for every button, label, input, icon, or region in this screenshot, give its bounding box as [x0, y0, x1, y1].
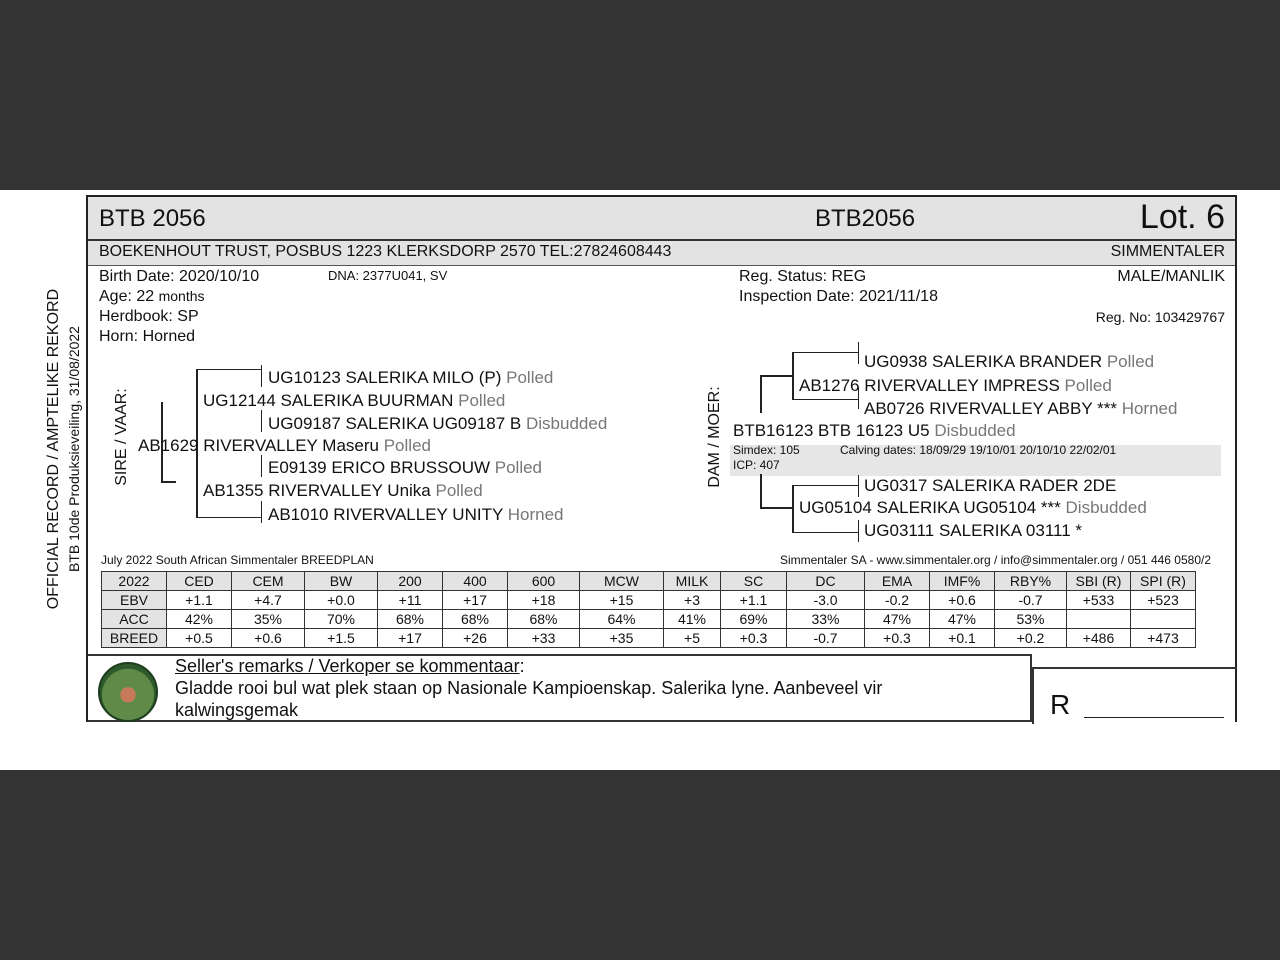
table-cell: -0.7 — [787, 629, 865, 648]
lot-number: Lot. 6 — [1139, 198, 1225, 236]
pedigree-name: UG05104 SALERIKA UG05104 *** — [799, 498, 1061, 517]
remarks-line-1: Gladde rooi bul wat plek staan op Nasionale Kampioenskap. Salerika lyne. Aanbeveel vir — [175, 678, 883, 698]
breedplan-source: July 2022 South African Simmentaler BREEDPLAN — [101, 553, 374, 567]
table-row — [102, 591, 1196, 610]
age — [99, 288, 205, 306]
table-cell: 47% — [930, 610, 995, 629]
table-header-cell: MILK — [664, 572, 721, 591]
reg-number: Reg. No: 103429767 — [1095, 309, 1225, 325]
reg-status: Reg. Status: REG — [739, 268, 867, 285]
simdex: Simdex: 105 — [733, 443, 800, 457]
pedigree-sire — [203, 391, 505, 411]
pedigree-dam — [203, 481, 483, 501]
horn-status: Horn: Horned — [99, 328, 196, 345]
table-cell: BREED — [102, 629, 167, 648]
pedigree-sire-dam — [268, 414, 607, 434]
table-header-cell: CED — [167, 572, 232, 591]
price-symbol: R — [1050, 689, 1071, 720]
auction-text: BTB 10de Produksieveiling, 31/08/2022 — [66, 326, 82, 572]
table-cell: +0.1 — [930, 629, 995, 648]
table-header-row — [102, 572, 1196, 591]
pedigree-horn: Polled — [1064, 376, 1112, 395]
table-cell: +18 — [508, 591, 580, 610]
breed-name: SIMMENTALER — [1110, 243, 1225, 260]
table-cell: +1.1 — [721, 591, 787, 610]
table-cell: +0.3 — [721, 629, 787, 648]
breeder-address: BOEKENHOUT TRUST, POSBUS 1223 KLERKSDORP 2570 TEL:27824608443 — [99, 243, 672, 260]
table-cell: +5 — [664, 629, 721, 648]
pedigree-name: AB0726 RIVERVALLEY ABBY *** — [864, 399, 1117, 418]
table-cell: 70% — [305, 610, 378, 629]
table-cell: -3.0 — [787, 591, 865, 610]
simmentaler-logo — [98, 662, 158, 722]
pedigree-horn: Polled — [458, 391, 506, 410]
dam-pedigree-dam-sire — [864, 476, 1116, 496]
table-cell: ACC — [102, 610, 167, 629]
breeder-bar — [88, 241, 1235, 266]
ebv-table — [101, 571, 1196, 648]
table-header-cell: 600 — [508, 572, 580, 591]
pedigree-horn: Polled — [435, 481, 483, 500]
table-cell: +15 — [580, 591, 664, 610]
pedigree-name: BTB16123 BTB 16123 U5 — [733, 421, 930, 440]
table-cell: 33% — [787, 610, 865, 629]
table-header-cell: SPI (R) — [1131, 572, 1196, 591]
table-cell: +0.6 — [930, 591, 995, 610]
remarks-heading — [175, 656, 525, 677]
title-bar — [88, 197, 1235, 241]
pedigree-name: UG0317 SALERIKA RADER 2DE — [864, 476, 1117, 495]
table-row — [102, 629, 1196, 648]
pedigree-dam-sire — [268, 458, 542, 478]
table-cell: +3 — [664, 591, 721, 610]
table-cell: 47% — [865, 610, 930, 629]
table-header-cell: BW — [305, 572, 378, 591]
pedigree-horn: Disbudded — [934, 421, 1016, 440]
dna: DNA: 2377U041, SV — [328, 268, 448, 283]
price-line — [1084, 717, 1224, 718]
pedigree-name: UG12144 SALERIKA BUURMAN — [203, 391, 454, 410]
table-cell: +0.0 — [305, 591, 378, 610]
table-header-cell: 200 — [378, 572, 443, 591]
dam-pedigree-dam — [799, 498, 1147, 518]
table-cell: +33 — [508, 629, 580, 648]
pedigree-horn: Polled — [494, 458, 543, 477]
table-cell: +11 — [378, 591, 443, 610]
official-record-text: OFFICIAL RECORD / AMPTELIKE REKORD — [45, 288, 62, 610]
table-cell: -0.7 — [995, 591, 1067, 610]
table-cell: 68% — [378, 610, 443, 629]
table-cell: +17 — [443, 591, 508, 610]
pedigree-name: AB1010 RIVERVALLEY UNITY — [268, 505, 503, 524]
pedigree-horn: Polled — [1106, 352, 1155, 371]
table-cell: +0.5 — [167, 629, 232, 648]
pedigree-name: AB1276 RIVERVALLEY IMPRESS — [799, 376, 1060, 395]
pedigree-name: AB1629 RIVERVALLEY Maseru — [138, 436, 379, 455]
table-cell: 53% — [995, 610, 1067, 629]
animal-name: BTB 2056 — [99, 205, 206, 232]
table-cell: +1.1 — [167, 591, 232, 610]
pedigree-dam-dam — [268, 505, 563, 525]
table-cell: +0.2 — [995, 629, 1067, 648]
herdbook: Herdbook: SP — [99, 308, 199, 325]
age-unit: months — [158, 288, 205, 304]
table-header-cell: CEM — [232, 572, 305, 591]
dam-pedigree-main — [733, 421, 1016, 441]
table-cell: +35 — [580, 629, 664, 648]
seller-remarks — [88, 654, 1032, 722]
table-header-cell: SBI (R) — [1067, 572, 1131, 591]
table-cell: 42% — [167, 610, 232, 629]
table-cell: 64% — [580, 610, 664, 629]
sire-label: SIRE / VAAR: — [113, 388, 130, 486]
table-cell: +0.6 — [232, 629, 305, 648]
table-cell: +523 — [1131, 591, 1196, 610]
pedigree-name: UG03111 SALERIKA 03111 * — [864, 521, 1082, 540]
table-header-cell: 2022 — [102, 572, 167, 591]
birth-date: Birth Date: 2020/10/10 — [99, 268, 260, 285]
remarks-colon: : — [519, 656, 525, 676]
pedigree-horn: Disbudded — [1065, 498, 1147, 517]
table-header-cell: 400 — [443, 572, 508, 591]
pedigree-horn: Polled — [383, 436, 431, 455]
pedigree-name: UG09187 SALERIKA UG09187 B — [268, 414, 522, 433]
pedigree-horn: Polled — [506, 368, 554, 387]
pedigree-horn: Disbudded — [526, 414, 608, 433]
age-value: Age: 22 — [99, 288, 155, 305]
pedigree-name: UG0938 SALERIKA BRANDER — [864, 352, 1103, 371]
table-header-cell: RBY% — [995, 572, 1067, 591]
table-cell: +1.5 — [305, 629, 378, 648]
remarks-line-2: kalwingsgemak — [175, 700, 299, 720]
dam-pedigree-dam-dam — [864, 521, 1082, 541]
table-cell — [1131, 610, 1196, 629]
breedplan-contact: Simmentaler SA - www.simmentaler.org / info@simmentaler.org / 051 446 0580/2 — [779, 553, 1211, 567]
table-header-cell: DC — [787, 572, 865, 591]
table-cell: 69% — [721, 610, 787, 629]
table-cell: +26 — [443, 629, 508, 648]
table-cell: +533 — [1067, 591, 1131, 610]
table-cell: +0.3 — [865, 629, 930, 648]
table-cell: 35% — [232, 610, 305, 629]
lot-card — [86, 195, 1237, 722]
table-cell: +17 — [378, 629, 443, 648]
table-cell: +473 — [1131, 629, 1196, 648]
table-header-cell: MCW — [580, 572, 664, 591]
animal-id: BTB2056 — [815, 205, 916, 232]
table-cell: -0.2 — [865, 591, 930, 610]
pedigree-name: UG10123 SALERIKA MILO (P) — [268, 368, 502, 387]
table-cell — [1067, 610, 1131, 629]
icp: ICP: 407 — [733, 458, 780, 472]
pedigree-sire-main — [138, 436, 431, 456]
table-row — [102, 610, 1196, 629]
pedigree-name: AB1355 RIVERVALLEY Unika — [203, 481, 431, 500]
table-cell: 68% — [443, 610, 508, 629]
dam-label: DAM / MOER: — [706, 386, 723, 488]
dam-pedigree-sire-sire — [864, 352, 1154, 372]
remarks-title: Seller's remarks / Verkoper se kommentaar — [175, 656, 520, 676]
table-cell: EBV — [102, 591, 167, 610]
inspection-date: Inspection Date: 2021/11/18 — [739, 288, 938, 305]
table-cell: +486 — [1067, 629, 1131, 648]
table-header-cell: EMA — [865, 572, 930, 591]
table-header-cell: IMF% — [930, 572, 995, 591]
sex: MALE/MANLIK — [1117, 268, 1225, 285]
pedigree-horn: Horned — [1121, 399, 1178, 418]
table-cell: 68% — [508, 610, 580, 629]
table-cell: 41% — [664, 610, 721, 629]
pedigree-name: E09139 ERICO BRUSSOUW — [268, 458, 491, 477]
calving-dates: Calving dates: 18/09/29 19/10/01 20/10/10 22/02/01 — [840, 443, 1117, 457]
dam-pedigree-sire-dam — [864, 399, 1177, 419]
table-header-cell: SC — [721, 572, 787, 591]
dam-pedigree-sire — [799, 376, 1112, 396]
pedigree-sire-sire — [268, 368, 553, 388]
table-cell: +4.7 — [232, 591, 305, 610]
catalogue-sheet — [0, 190, 1280, 770]
price-box — [1032, 667, 1237, 724]
pedigree-horn: Horned — [507, 505, 564, 524]
